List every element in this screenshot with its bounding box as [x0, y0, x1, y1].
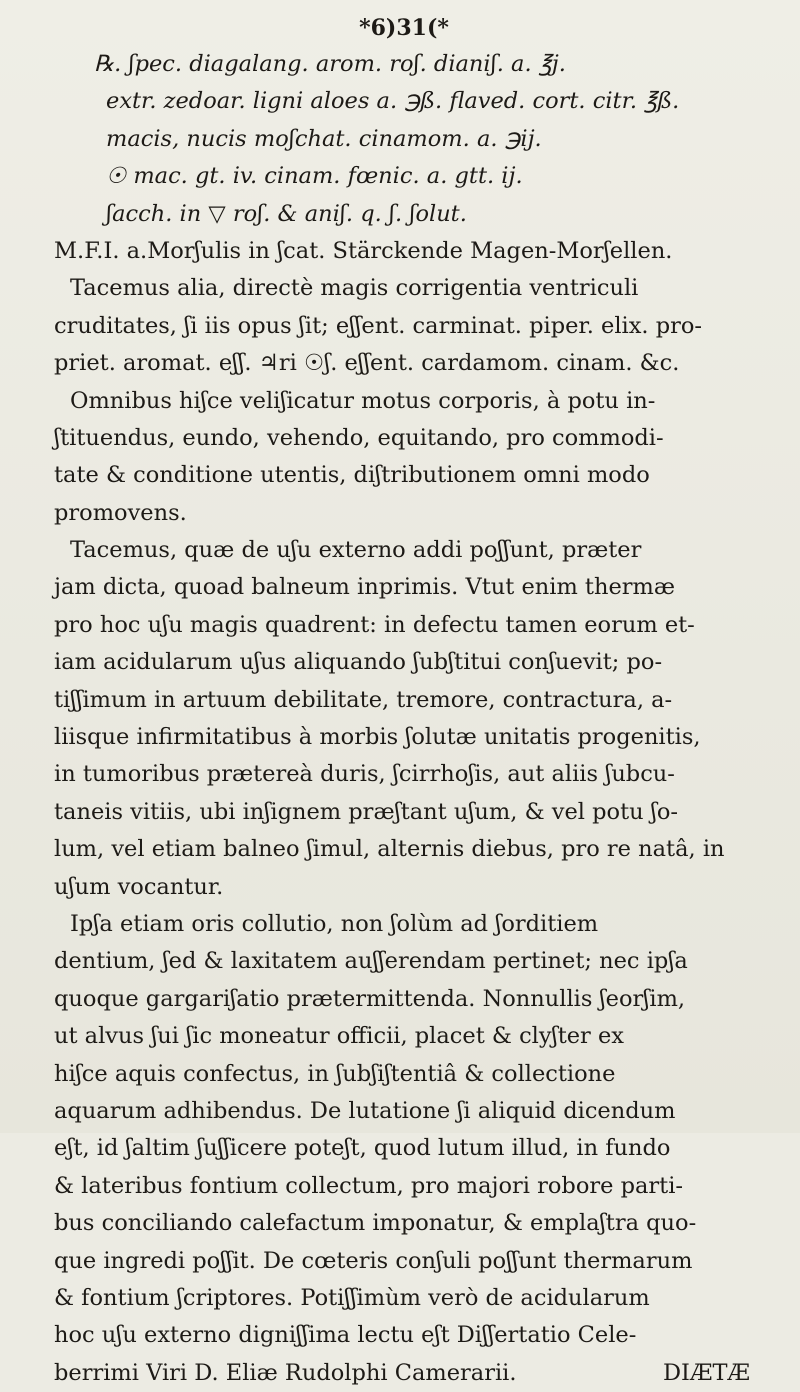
- text-line: tate & conditione utentis, diʃtributionem omni modo: [54, 462, 650, 489]
- text-line: taneis vitiis, ubi inʃignem præʃtant uʃum, & vel potu ʃo-: [54, 798, 679, 825]
- text-line: hiʃce aquis confectus, in ʃubʃiʃtentiâ & collectione: [54, 1060, 616, 1087]
- text-line: ut alvus ʃui ʃic moneatur officii, placet & clyʃter ex: [54, 1023, 624, 1050]
- text-line: bus conciliando calefactum imponatur, & emplaʃtra quo-: [54, 1210, 697, 1237]
- text-line: iam acidularum uʃus aliquando ʃubʃtitui conʃuevit; po-: [54, 649, 663, 676]
- text-line: & fontium ʃcriptores. Potiʃʃimùm verò de acidularum: [54, 1284, 650, 1311]
- text-line: eʃt, id ʃaltim ʃuʃʃicere poteʃt, quod lutum illud, in fundo: [54, 1135, 671, 1162]
- text-line: ʃtituendus, eundo, vehendo, equitando, pro commodi-: [54, 424, 664, 451]
- text-line: berrimi Viri D. Eliæ Rudolphi Camerarii.: [54, 1359, 517, 1386]
- paragraph-start: Tacemus alia, directè magis corrigentia ventriculi: [70, 275, 639, 302]
- paragraph-start: Ipʃa etiam oris collutio, non ʃolùm ad ʃorditiem: [70, 910, 599, 937]
- text-block: [54, 10, 754, 1392]
- last-line: [54, 1355, 754, 1392]
- catchword: DIÆTÆ: [663, 1359, 750, 1386]
- paragraph-start: Tacemus, quæ de uʃu externo addi poʃʃunt, præter: [70, 537, 642, 564]
- text-line: cruditates, ʃi iis opus ʃit; eʃʃent. carminat. piper. elix. pro-: [54, 312, 703, 339]
- text-line: in tumoribus prætereà duris, ʃcirrhoʃis, aut aliis ʃubcu-: [54, 761, 675, 788]
- text-line: dentium, ʃed & laxitatem auʃʃerendam pertinet; nec ipʃa: [54, 948, 688, 975]
- text-line: jam dicta, quoad balneum inprimis. Vtut enim thermæ: [54, 574, 676, 601]
- recipe-line: ℞. ʃpec. diagalang. arom. roʃ. dianiʃ. a. ℥j.: [94, 51, 566, 77]
- text-line: hoc uʃu externo digniʃʃima lectu eʃt Diʃʃertatio Cele-: [54, 1322, 637, 1349]
- text-line: pro hoc uʃu magis quadrent: in defectu tamen eorum et-: [54, 611, 695, 638]
- paragraph-start: Omnibus hiʃce veliʃicatur motus corporis, à potu in-: [70, 387, 656, 414]
- text-line: & lateribus fontium collectum, pro majori robore parti-: [54, 1172, 684, 1199]
- text-line: uʃum vocantur.: [54, 873, 224, 900]
- text-line: M.F.I. a.Morʃulis in ʃcat. Stärckende Magen-Morʃellen.: [54, 237, 673, 264]
- page-number-header: *6)31(*: [359, 15, 449, 41]
- text-line: quoque gargariʃatio prætermittenda. Nonnullis ʃeorʃim,: [54, 985, 686, 1012]
- text-line: liisque infirmitatibus à morbis ʃolutæ unitatis progenitis,: [54, 724, 701, 751]
- text-line: priet. aromat. eʃʃ. ♃ri ☉ʃ. eʃʃent. cardamom. cinam. &c.: [54, 350, 680, 377]
- text-line: tiʃʃimum in artuum debilitate, tremore, contractura, a-: [54, 686, 673, 713]
- recipe-line: macis, nucis moʃchat. cinamom. a. ℈ij.: [106, 125, 542, 152]
- recipe-line: extr. zedoar. ligni aloes a. ℈ß. flaved. cort. citr. ℥ß.: [106, 88, 680, 115]
- text-line: promovens.: [54, 499, 187, 526]
- recipe-line: ☉ mac. gt. iv. cinam. fœnic. a. gtt. ij.: [106, 163, 523, 190]
- recipe-line: ʃacch. in ▽ roʃ. & aniʃ. q. ʃ. ʃolut.: [106, 200, 467, 227]
- text-line: aquarum adhibendus. De lutatione ʃi aliquid dicendum: [54, 1097, 676, 1124]
- text-line: que ingredi poʃʃit. De cœteris conʃuli poʃʃunt thermarum: [54, 1247, 693, 1274]
- text-line: lum, vel etiam balneo ʃimul, alternis diebus, pro re natâ, in: [54, 836, 725, 863]
